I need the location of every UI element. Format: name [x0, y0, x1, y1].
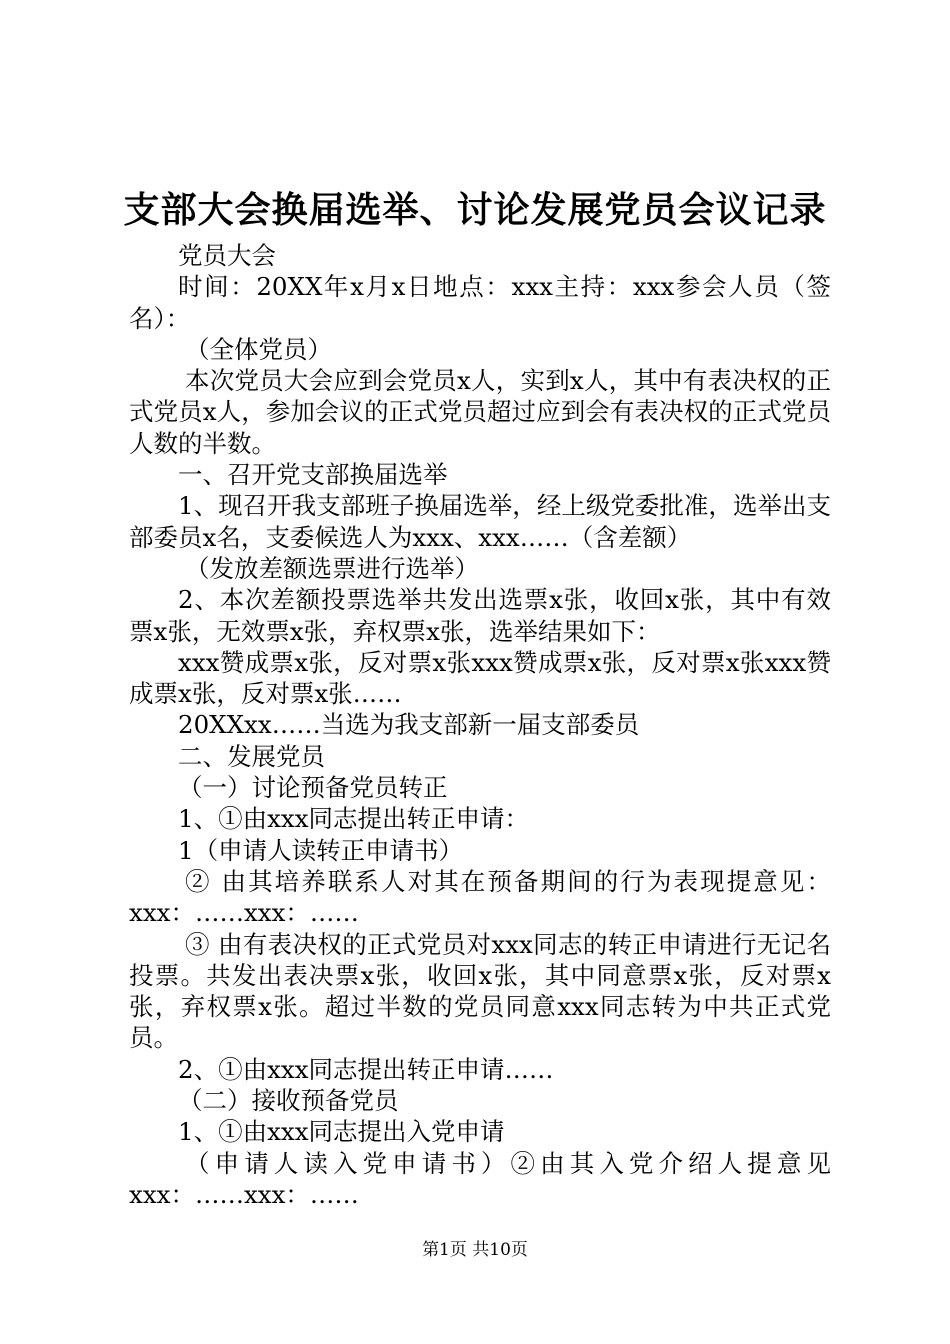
paragraph: 时间：20XX年x月x日地点：xxx主持：xxx参会人员（签名）：	[129, 272, 831, 333]
paragraph: （全体党员）	[185, 334, 332, 364]
document-title: 支部大会换届选举、讨论发展党员会议记录	[123, 189, 827, 231]
paragraph: 1、现召开我支部班子换届选举，经上级党委批准，选举出支部委员x名，支委候选人为xxx、xxx……（含差额）	[129, 491, 831, 552]
paragraph: ③ 由有表决权的正式党员对xxx同志的转正申请进行无记名投票。共发出表决票x张，收回x张，其中同意票x张，反对票x张，弃权票x张。超过半数的党员同意xxx同志转为中共正式党员。	[129, 929, 831, 1053]
paragraph: ② 由其培养联系人对其在预备期间的行为表现提意见：xxx：……xxx：……	[129, 866, 831, 928]
document-body	[129, 240, 831, 1210]
paragraph: 2、①由xxx同志提出转正申请……	[178, 1054, 554, 1084]
paragraph: 本次党员大会应到会党员x人，实到x人，其中有表决权的正式党员x人，参加会议的正式党员超过应到会有表决权的正式党员人数的半数。	[129, 366, 831, 458]
paragraph: 党员大会	[178, 241, 276, 270]
paragraph: 1（申请人读转正申请书）	[178, 835, 464, 865]
paragraph: 2、本次差额投票选举共发出选票x张，收回x张，其中有效票x张，无效票x张，弃权票x张，选举结果如下：	[129, 585, 831, 646]
subsection-heading: （一）讨论预备党员转正	[178, 773, 448, 803]
paragraph: （发放差额选票进行选举）	[185, 553, 479, 583]
paragraph: （申请人读入党申请书）②由其入党介绍人提意见xxx：……xxx：……	[129, 1148, 831, 1209]
paragraph: 1、①由xxx同志提出转正申请：	[178, 804, 530, 834]
section-heading: 一、召开党支部换届选举	[178, 460, 448, 490]
paragraph: xxx赞成票x张，反对票x张xxx赞成票x张，反对票x张xxx赞成票x张，反对票x张……	[129, 647, 831, 709]
paragraph: 1、①由xxx同志提出入党申请	[178, 1117, 505, 1147]
paragraph: 20XXxx……当选为我支部新一届支部委员	[178, 710, 640, 740]
page-number-footer: 第1页 共10页	[422, 1240, 528, 1260]
subsection-heading: （二）接收预备党员	[178, 1086, 399, 1116]
section-heading: 二、发展党员	[178, 741, 325, 771]
